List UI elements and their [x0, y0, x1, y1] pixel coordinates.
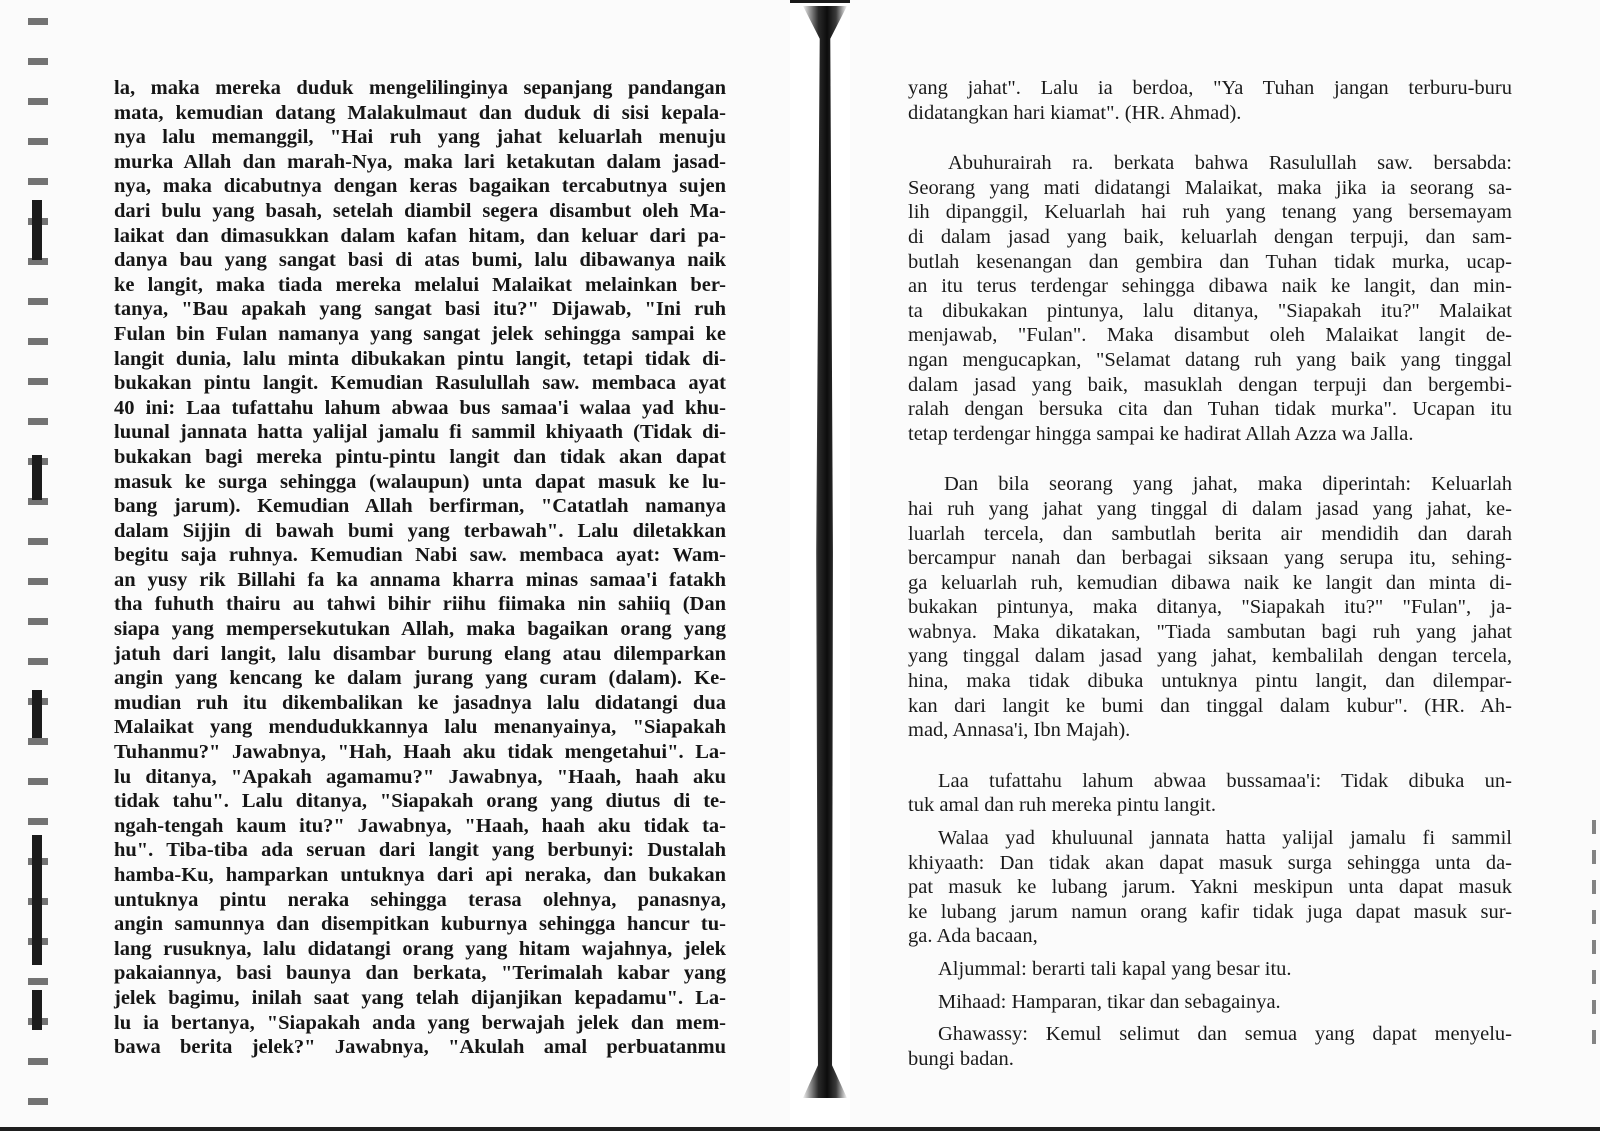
- text-line: hu". Tiba-tiba ada seruan dari langit yang berbunyi: Dustalah: [114, 839, 726, 862]
- text-line: lu ditanya, "Apakah agamamu?" Jawabnya, "Haah, haah aku: [114, 765, 726, 788]
- paragraph: [908, 1022, 1512, 1071]
- text-line: Fulan bin Fulan namanya yang sangat jelek sehingga sampai ke: [114, 322, 726, 345]
- text-line: dalam jasad yang baik, masuklah dengan terpuji dan bergembi-: [908, 373, 1512, 396]
- text-line: angin yang kencang ke dalam jurang yang curam (dalam). Ke-: [114, 667, 726, 690]
- text-line: tetap terdengar hingga sampai ke hadirat Allah Azza wa Jalla.: [908, 422, 1414, 445]
- text-line: didatangkan hari kiamat". (HR. Ahmad).: [908, 101, 1242, 124]
- text-line: tidak tahu". Lalu ditanya, "Siapakah orang yang diutus di te-: [114, 790, 726, 813]
- text-line: wabnya. Maka dikatakan, "Tiada sambutan bagi ruh yang jahat: [908, 620, 1512, 643]
- paragraph: [908, 769, 1512, 818]
- scan-margin-artifact: [32, 835, 42, 965]
- text-line: Walaa yad khuluunal jannata hatta yalijal jamalu fi sammil: [938, 827, 1512, 850]
- text-line: Mihaad: Hamparan, tikar dan sebagainya.: [938, 990, 1281, 1013]
- text-line: dalam Sijjin di bawah bumi yang terbawah". Lalu diletakkan: [114, 519, 726, 542]
- text-line: nya, maka dicabutnya dengan keras bagaikan tercabutnya sujen: [114, 175, 726, 198]
- paragraph: [908, 990, 1512, 1015]
- left-book-page: [0, 0, 790, 1131]
- text-line: yang tinggal dalam jasad yang jahat, kembalilah dengan tercela,: [908, 645, 1512, 668]
- text-line: bang jarum). Kemudian Allah berfirman, "Catatlah namanya: [114, 495, 726, 518]
- text-line: laikat dan dimasukkan dalam kafan hitam, dan keluar dari pa-: [114, 224, 726, 247]
- text-line: ga keluarlah ruh, kemudian dibawa naik ke langit dan minta di-: [908, 571, 1512, 594]
- text-line: hamba-Ku, hamparkan untuknya dari api neraka, dan bukakan: [114, 864, 726, 886]
- text-line: menjawab, "Fulan". Maka disambut oleh Malaikat langit de-: [908, 324, 1512, 347]
- scan-margin-artifact: [32, 455, 42, 500]
- text-line: murka Allah dan marah-Nya, maka lari ketakutan dalam jasad-: [114, 150, 726, 173]
- text-line: Abuhurairah ra. berkata bahwa Rasulullah saw. bersabda:: [948, 152, 1512, 175]
- text-line: angin samunnya dan disempitkan kuburnya sehingga hancur tu-: [114, 913, 726, 936]
- text-line: tanya, "Bau apakah yang sangat basi itu?" Dijawab, "Ini ruh: [114, 298, 726, 321]
- text-line: luunal jannata hatta yalijal jamalu fi sammil khiyaath (Tidak di-: [114, 421, 726, 444]
- text-line: mudian ruh itu dikembalikan ke jasadnya lalu didatangi dua: [114, 691, 726, 714]
- scan-margin-artifacts: [1592, 820, 1596, 1060]
- text-line: bukakan bagi mereka pintu-pintu langit dan tidak akan dapat: [114, 445, 726, 468]
- text-line: mata, kemudian datang Malakulmaut dan duduk di sisi kepala-: [114, 101, 726, 124]
- text-line: lu ia bertanya, "Siapakah anda yang berwajah jelek dan mem-: [114, 1011, 726, 1034]
- text-line: bercampur nanah dan berbagai siksaan yang serupa itu, sehing-: [908, 547, 1512, 570]
- text-line: bukakan pintunya, maka ditanya, "Siapakah itu?" "Fulan", ja-: [908, 596, 1512, 619]
- text-line: hai ruh yang jahat yang tinggal di dalam jasad yang jahat, ke-: [908, 497, 1512, 520]
- text-line: luarlah tercela, dan sambutlah berita air mendidih dan darah: [908, 522, 1512, 545]
- text-line: an itu terus terdengar sehingga dibawa naik ke langit, dan min-: [908, 275, 1512, 298]
- text-line: dari bulu yang basah, setelah diambil segera disambut oleh Ma-: [114, 199, 726, 222]
- text-line: khiyaath: Dan tidak akan dapat masuk surga sehingga unta da-: [908, 851, 1512, 874]
- text-line: tha fuhuth thairu au tahwi bihir riihu fiimaka nin sahiiq (Dan: [114, 593, 726, 616]
- text-line: nya lalu memanggil, "Hai ruh yang jahat keluarlah menuju: [114, 126, 726, 149]
- text-line: kan dari langit ke bumi dan tinggal dalam kubur". (HR. Ah-: [908, 694, 1512, 717]
- paragraph: [908, 826, 1512, 949]
- text-line: lang rusuknya, lalu didatangi orang yang hitam wajahnya, jelek: [114, 937, 726, 960]
- text-line: lih dipanggil, Keluarlah hai ruh yang tenang yang bersemayam: [908, 201, 1512, 224]
- text-line: hina, maka tidak dibuka untuknya pintu langit, dan dilempar-: [908, 670, 1512, 693]
- scan-margin-artifact: [32, 200, 42, 260]
- text-line: Aljummal: berarti tali kapal yang besar itu.: [938, 958, 1292, 980]
- text-line: bungi badan.: [908, 1047, 1014, 1070]
- text-line: Seorang yang mati didatangi Malaikat, maka jika ia seorang sa-: [908, 176, 1512, 199]
- text-line: begitu saja ruhnya. Kemudian Nabi saw. membaca ayat: Wam-: [114, 544, 726, 567]
- text-line: untuknya pintu neraka sehingga terasa olehnya, panasnya,: [114, 888, 726, 911]
- text-line: an yusy rik Billahi fa ka annama kharra minas samaa'i fatakh: [114, 568, 726, 591]
- left-page-body-text: [114, 76, 726, 1060]
- text-line: langit dunia, lalu minta dibukakan pintu langit, tetapi tidak di-: [114, 347, 726, 370]
- text-line: la, maka mereka duduk mengelilinginya sepanjang pandangan: [114, 77, 726, 99]
- paragraph: [908, 76, 1512, 125]
- paragraph: [908, 957, 1512, 982]
- text-line: ngan mengucapkan, "Selamat datang ruh yang baik yang tinggal: [908, 348, 1512, 371]
- text-line: tuk amal dan ruh mereka pintu langit.: [908, 794, 1216, 817]
- paragraph: [908, 472, 1512, 743]
- text-line: ke lubang jarum namun orang kafir tidak juga dapat masuk sur-: [908, 900, 1512, 923]
- text-line: pakaiannya, basi baunya dan berkata, "Terimalah kabar yang: [114, 962, 726, 985]
- text-line: jelek bagimu, inilah saat yang telah dijanjikan kepadamu". La-: [114, 986, 726, 1009]
- text-line: bukakan pintu langit. Kemudian Rasulullah saw. membaca ayat: [114, 372, 726, 395]
- text-line: ta dibukakan pintunya, lalu ditanya, "Siapakah itu?" Malaikat: [908, 299, 1512, 322]
- paragraph: [908, 151, 1512, 446]
- text-line: ralah dengan bersuka cita dan Tuhan tidak murka". Ucapan itu: [908, 398, 1512, 421]
- text-line: yang jahat". Lalu ia berdoa, "Ya Tuhan jangan terburu-buru: [908, 77, 1512, 99]
- text-line: Ghawassy: Kemul selimut dan semua yang dapat menyelu-: [938, 1023, 1512, 1046]
- scan-margin-artifact: [32, 990, 42, 1030]
- text-line: danya bau yang sangat basi di atas bumi, lalu dibawanya naik: [114, 249, 726, 272]
- text-line: butlah kesenangan dan gembira dan Tuhan tidak murka, ucap-: [908, 250, 1512, 273]
- text-line: ngah-tengah kaum itu?" Jawabnya, "Haah, haah aku tidak ta-: [114, 814, 726, 837]
- text-line: mad, Annasa'i, Ibn Majah).: [908, 719, 1131, 742]
- scan-margin-artifact: [32, 690, 42, 738]
- text-line: jatuh dari langit, lalu disambar burung elang atau dilemparkan: [114, 642, 726, 665]
- text-line: masuk ke surga sehingga (walaupun) unta dapat masuk ke lu-: [114, 470, 726, 493]
- text-line: 40 ini: Laa tufattahu lahum abwaa bus samaa'i walaa yad khu-: [114, 396, 726, 419]
- right-page-body-text: [908, 76, 1512, 1071]
- text-line: Malaikat yang mendudukkannya lalu menanyainya, "Siapakah: [114, 716, 726, 739]
- text-line: di dalam jasad yang baik, keluarlah dengan terpuji, dan sam-: [908, 225, 1512, 248]
- text-line: pat masuk ke lubang jarum. Yakni meskipun unta dapat masuk: [908, 876, 1512, 899]
- text-line: Tuhanmu?" Jawabnya, "Hah, Haah aku tidak mengetahui". La-: [114, 741, 726, 764]
- text-line: ga. Ada bacaan,: [908, 925, 1038, 948]
- text-line: bawa berita jelek?" Jawabnya, "Akulah amal perbuatanmu: [114, 1036, 726, 1059]
- book-spine-gutter: [803, 6, 847, 1098]
- text-line: Dan bila seorang yang jahat, maka diperintah: Keluarlah: [944, 473, 1512, 496]
- text-line: ke langit, maka tiada mereka melalui Malaikat melainkan ber-: [114, 273, 726, 296]
- text-line: Laa tufattahu lahum abwaa bussamaa'i: Tidak dibuka un-: [938, 769, 1512, 792]
- scan-bottom-edge: [0, 1127, 1600, 1131]
- text-line: siapa yang mempersekutukan Allah, maka bagaikan orang yang: [114, 618, 726, 641]
